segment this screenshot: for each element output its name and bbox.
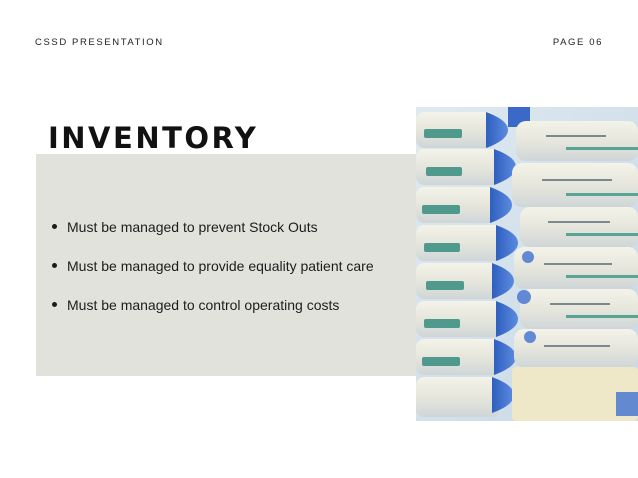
slide-title: INVENTORY: [48, 121, 259, 155]
bullet-dot-icon: [52, 263, 57, 268]
presentation-label: CSSD PRESENTATION: [35, 37, 164, 48]
supplies-image: [416, 107, 638, 421]
bullet-item: [50, 257, 374, 296]
bullet-dot-icon: [52, 302, 57, 307]
bullet-item: [50, 296, 374, 335]
bullet-item: [50, 218, 374, 257]
page-number: PAGE 06: [552, 37, 603, 48]
bullet-list: [50, 218, 374, 335]
bullet-text: Must be managed to control operating costs: [67, 297, 340, 313]
bullet-dot-icon: [52, 224, 57, 229]
bullet-text: Must be managed to provide equality patient care: [67, 258, 374, 274]
bullet-text: Must be managed to prevent Stock Outs: [67, 219, 318, 235]
inventory-photo: [416, 107, 638, 421]
